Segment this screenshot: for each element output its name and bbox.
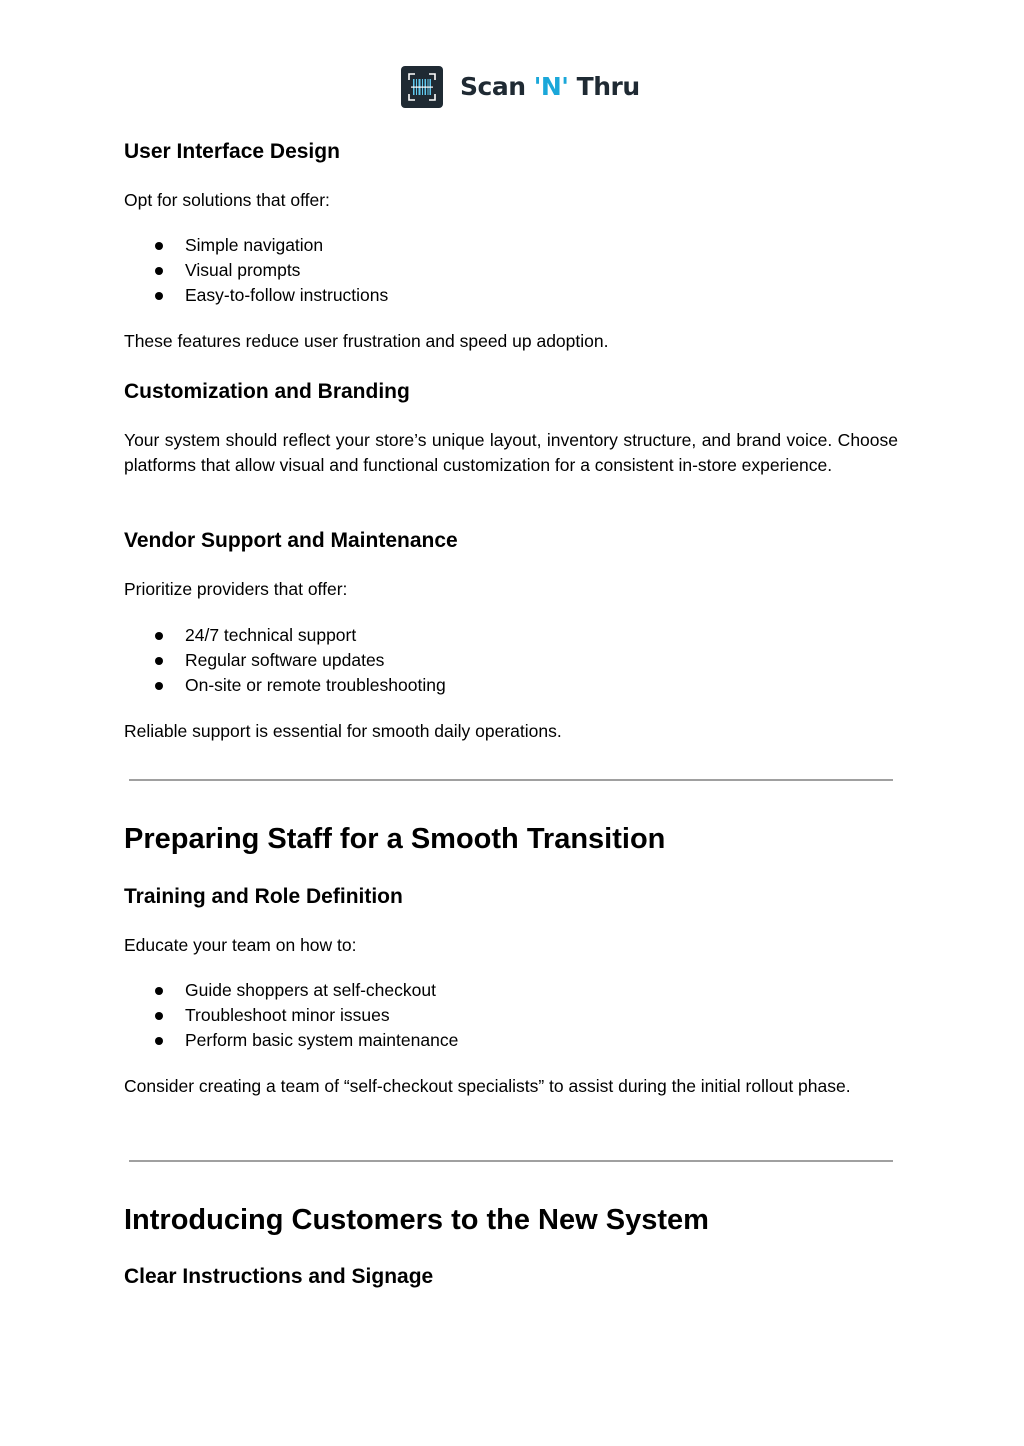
ui-design-intro: Opt for solutions that offer: xyxy=(124,190,330,210)
vendor-outro: Reliable support is essential for smooth daily operations. xyxy=(124,721,562,741)
ui-design-heading: User Interface Design xyxy=(124,140,340,163)
list-item: On-site or remote troubleshooting xyxy=(124,673,898,698)
brand-logo xyxy=(401,65,640,108)
divider xyxy=(129,1160,893,1162)
bullet-icon xyxy=(155,657,163,665)
bullet-icon xyxy=(155,267,163,275)
list-item: Easy-to-follow instructions xyxy=(124,283,898,308)
bullet-icon xyxy=(155,682,163,690)
barcode-scan-icon xyxy=(401,66,443,108)
bullet-icon xyxy=(155,242,163,250)
list-item: Simple navigation xyxy=(124,233,898,258)
ui-design-section xyxy=(124,140,898,164)
vendor-heading: Vendor Support and Maintenance xyxy=(124,529,458,552)
bullet-icon xyxy=(155,292,163,300)
divider xyxy=(129,779,893,781)
ui-design-outro: These features reduce user frustration and speed up adoption. xyxy=(124,331,609,351)
bullet-icon xyxy=(155,987,163,995)
brand-name: Scan 'N' Thru xyxy=(460,72,640,101)
list-item: Troubleshoot minor issues xyxy=(124,1003,898,1028)
vendor-list xyxy=(124,623,898,698)
bullet-icon xyxy=(155,632,163,640)
customers-sub-heading: Clear Instructions and Signage xyxy=(124,1265,434,1288)
customization-body: Your system should reflect your store’s unique layout, inventory structure, and brand voice. Choose platforms that allow visual and functional customization for a consistent in-store experience. xyxy=(124,430,898,475)
bullet-icon xyxy=(155,1037,163,1045)
staff-sub-heading: Training and Role Definition xyxy=(124,885,403,908)
list-item: Perform basic system maintenance xyxy=(124,1028,898,1053)
list-item: Guide shoppers at self-checkout xyxy=(124,978,898,1003)
staff-list xyxy=(124,978,898,1053)
staff-section-title: Preparing Staff for a Smooth Transition xyxy=(124,823,666,855)
customers-section-title: Introducing Customers to the New System xyxy=(124,1204,709,1236)
bullet-icon xyxy=(155,1012,163,1020)
list-item: 24/7 technical support xyxy=(124,623,898,648)
vendor-intro: Prioritize providers that offer: xyxy=(124,579,348,599)
staff-intro: Educate your team on how to: xyxy=(124,935,357,955)
staff-outro: Consider creating a team of “self-checkout specialists” to assist during the initial rollout phase. xyxy=(124,1076,851,1096)
list-item: Visual prompts xyxy=(124,258,898,283)
customization-heading: Customization and Branding xyxy=(124,380,410,403)
ui-design-list xyxy=(124,233,898,308)
list-item: Regular software updates xyxy=(124,648,898,673)
